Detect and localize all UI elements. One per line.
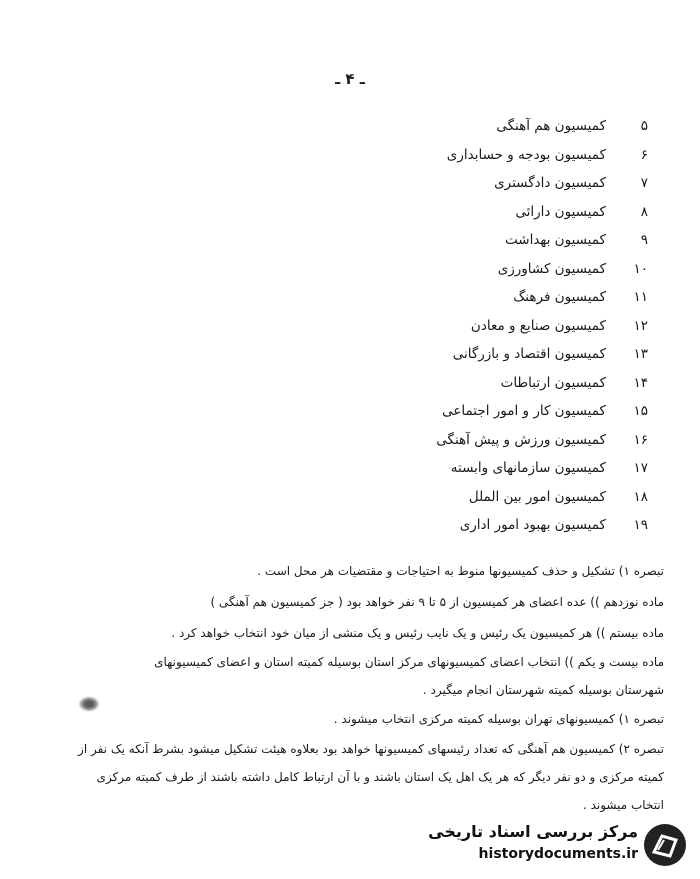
ink-stamp-mark (78, 696, 100, 712)
list-item (348, 289, 648, 318)
item-label: کمیسیون فرهنگ (513, 289, 606, 305)
item-number: ۱۴ (633, 374, 648, 391)
archive-logo-icon (644, 824, 686, 866)
watermark-title: مرکز بررسی اسناد تاریخی (428, 822, 638, 841)
paragraph-line: ماده نوزدهم )) عده اعضای هر کمیسیون از ۵ تا ۹ نفر خواهد بود ( جز کمیسیون هم آهنگی ) (210, 595, 664, 609)
item-number: ۱۸ (633, 488, 648, 505)
item-label: کمیسیون اقتصاد و بازرگانی (452, 346, 606, 362)
item-label: کمیسیون ورزش و پیش آهنگی (436, 431, 606, 448)
archive-watermark (428, 822, 690, 872)
item-number: ۸ (640, 203, 648, 220)
paragraph-line: تبصره ۱) کمیسیونهای تهران بوسیله کمیته مرکزی انتخاب میشوند . (333, 712, 664, 726)
list-item (348, 403, 648, 432)
item-label: کمیسیون بودجه و حسابداری (446, 146, 606, 163)
item-label: کمیسیون سازمانهای وابسته (450, 460, 606, 476)
item-number: ۱۷ (633, 460, 648, 476)
paragraph-line: ماده بیستم )) هر کمیسیون یک رئیس و یک نایب رئیس و یک منشی از میان خود انتخاب خواهد کرد . (171, 626, 664, 640)
item-number: ۱۳ (633, 346, 648, 362)
item-number: ۵ (640, 118, 648, 134)
item-number: ۱۱ (633, 289, 648, 305)
item-label: کمیسیون امور بین الملل (468, 488, 606, 505)
item-label: کمیسیون دارائی (515, 203, 606, 220)
list-item (348, 261, 648, 290)
list-item (348, 460, 648, 489)
item-label: کمیسیون هم آهنگی (496, 118, 606, 134)
item-label: کمیسیون بهبود امور اداری (459, 517, 606, 533)
paragraph-line: تبصره ۱) تشکیل و حذف کمیسیونها منوط به احتیاجات و مقتضیات هر محل است . (257, 564, 664, 578)
watermark-url: historydocuments.ir (478, 846, 638, 862)
item-number: ۱۰ (633, 260, 648, 277)
item-number: ۶ (640, 146, 648, 163)
item-number: ۱۶ (633, 431, 648, 448)
list-item (348, 346, 648, 375)
paragraph-line: انتخاب میشوند . (582, 798, 664, 812)
item-number: ۱۲ (633, 317, 648, 334)
item-number: ۱۵ (633, 403, 648, 419)
item-label: کمیسیون دادگستری (494, 175, 606, 191)
item-number: ۱۹ (633, 517, 648, 533)
list-item (348, 204, 648, 233)
page-number: ـ ۴ ـ (335, 70, 365, 88)
list-item (348, 432, 648, 461)
item-number: ۹ (640, 232, 648, 248)
list-item (348, 232, 648, 261)
list-item (348, 147, 648, 176)
list-item (348, 489, 648, 518)
item-label: کمیسیون کشاورزی (497, 260, 606, 277)
paragraph-line: کمیته مرکزی و دو نفر دیگر که هر یک اهل یک استان باشند و با آن ارتباط کامل داشته باشند از طرف کمیته مرکزی (96, 770, 664, 784)
list-item (348, 118, 648, 147)
list-item (348, 375, 648, 404)
item-label: کمیسیون بهداشت (505, 232, 606, 248)
paragraph-line: شهرستان بوسیله کمیته شهرستان انجام میگیرد . (422, 683, 664, 697)
list-item (348, 175, 648, 204)
paragraph-line: تبصره ۲) کمیسیون هم آهنگی که تعداد رئیسهای کمیسیونها خواهد بود بعلاوه هیئت تشکیل میشود بشرط آنکه یک نفر از (78, 742, 664, 756)
item-label: کمیسیون کار و امور اجتماعی (442, 403, 606, 419)
item-number: ۷ (640, 175, 648, 191)
item-label: کمیسیون صنایع و معادن (470, 317, 606, 334)
paragraph-line: ماده بیست و یکم )) انتخاب اعضای کمیسیونهای مرکز استان بوسیله کمیته استان و اعضای کمیسیونهای (154, 655, 664, 669)
list-item (348, 517, 648, 546)
item-label: کمیسیون ارتباطات (500, 374, 606, 391)
committee-list (348, 118, 648, 546)
list-item (348, 318, 648, 347)
